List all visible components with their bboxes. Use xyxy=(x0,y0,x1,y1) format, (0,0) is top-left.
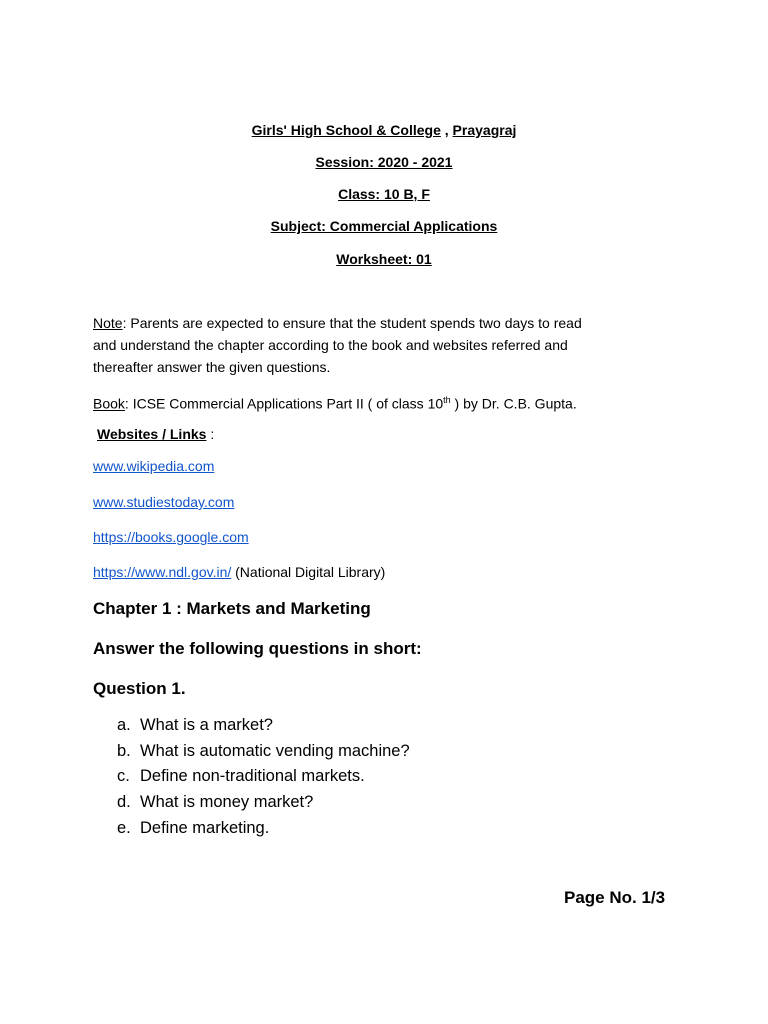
list-item xyxy=(117,739,410,765)
link-studiestoday[interactable]: www.studiestoday.com xyxy=(93,494,235,510)
question-list xyxy=(117,713,410,842)
item-text: What is automatic vending machine? xyxy=(140,741,410,760)
item-text: Define non-traditional markets. xyxy=(140,767,365,786)
link-wikipedia[interactable]: www.wikipedia.com xyxy=(93,458,215,474)
websites-suffix: : xyxy=(206,426,215,442)
list-item xyxy=(117,790,410,816)
note-label: Note xyxy=(93,315,123,331)
page-number: Page No. 1/3 xyxy=(564,888,666,907)
item-text: What is money market? xyxy=(140,793,314,812)
item-letter: e. xyxy=(117,818,131,837)
book-text-after: ) by Dr. C.B. Gupta. xyxy=(450,395,577,412)
book-text-before: : ICSE Commercial Applications Part II ( of class 10 xyxy=(124,395,444,412)
note-line-1 xyxy=(93,312,693,334)
book-line xyxy=(93,389,693,415)
class-line xyxy=(0,186,768,202)
link-item xyxy=(93,564,385,580)
link-ndl-note: (National Digital Library) xyxy=(231,564,386,580)
list-item xyxy=(117,816,410,842)
book-label: Book xyxy=(93,395,125,412)
note-paragraph xyxy=(93,312,693,378)
item-text: Define marketing. xyxy=(140,818,270,837)
link-item xyxy=(93,494,234,510)
header-separator: , xyxy=(440,122,453,138)
subject-text: Subject: Commercial Applications xyxy=(270,218,498,234)
list-item xyxy=(117,764,410,790)
note-line-2: and understand the chapter according to the book and websites referred and xyxy=(93,337,568,353)
link-item xyxy=(93,529,249,545)
note-line-3: thereafter answer the given questions. xyxy=(93,359,331,375)
item-letter: a. xyxy=(117,716,131,734)
item-text: What is a market? xyxy=(140,716,273,734)
item-letter: c. xyxy=(117,767,130,786)
instruction-heading: Answer the following questions in short: xyxy=(93,639,422,658)
subject-line xyxy=(0,218,768,234)
question-title: Question 1. xyxy=(93,679,186,698)
link-google-books[interactable]: https://books.google.com xyxy=(93,529,249,545)
school-name: Girls' High School & College xyxy=(251,122,441,138)
school-city: Prayagraj xyxy=(452,122,517,138)
websites-label: Websites / Links xyxy=(97,426,207,442)
session-line xyxy=(0,154,768,170)
list-item xyxy=(117,713,410,739)
worksheet-text: Worksheet: 01 xyxy=(336,251,432,267)
worksheet-line xyxy=(0,251,768,267)
note-line-1-text: : Parents are expected to ensure that the student spends two days to read xyxy=(122,315,582,331)
school-header xyxy=(0,122,768,138)
chapter-heading: Chapter 1 : Markets and Marketing xyxy=(93,599,371,618)
session-text: Session: 2020 - 2021 xyxy=(315,154,453,170)
item-letter: d. xyxy=(117,793,131,812)
websites-heading xyxy=(97,423,697,445)
class-text: Class: 10 B, F xyxy=(338,186,430,202)
book-superscript: th xyxy=(443,395,451,405)
item-letter: b. xyxy=(117,741,131,760)
link-ndl[interactable]: https://www.ndl.gov.in/ xyxy=(93,564,232,580)
link-item xyxy=(93,458,214,474)
